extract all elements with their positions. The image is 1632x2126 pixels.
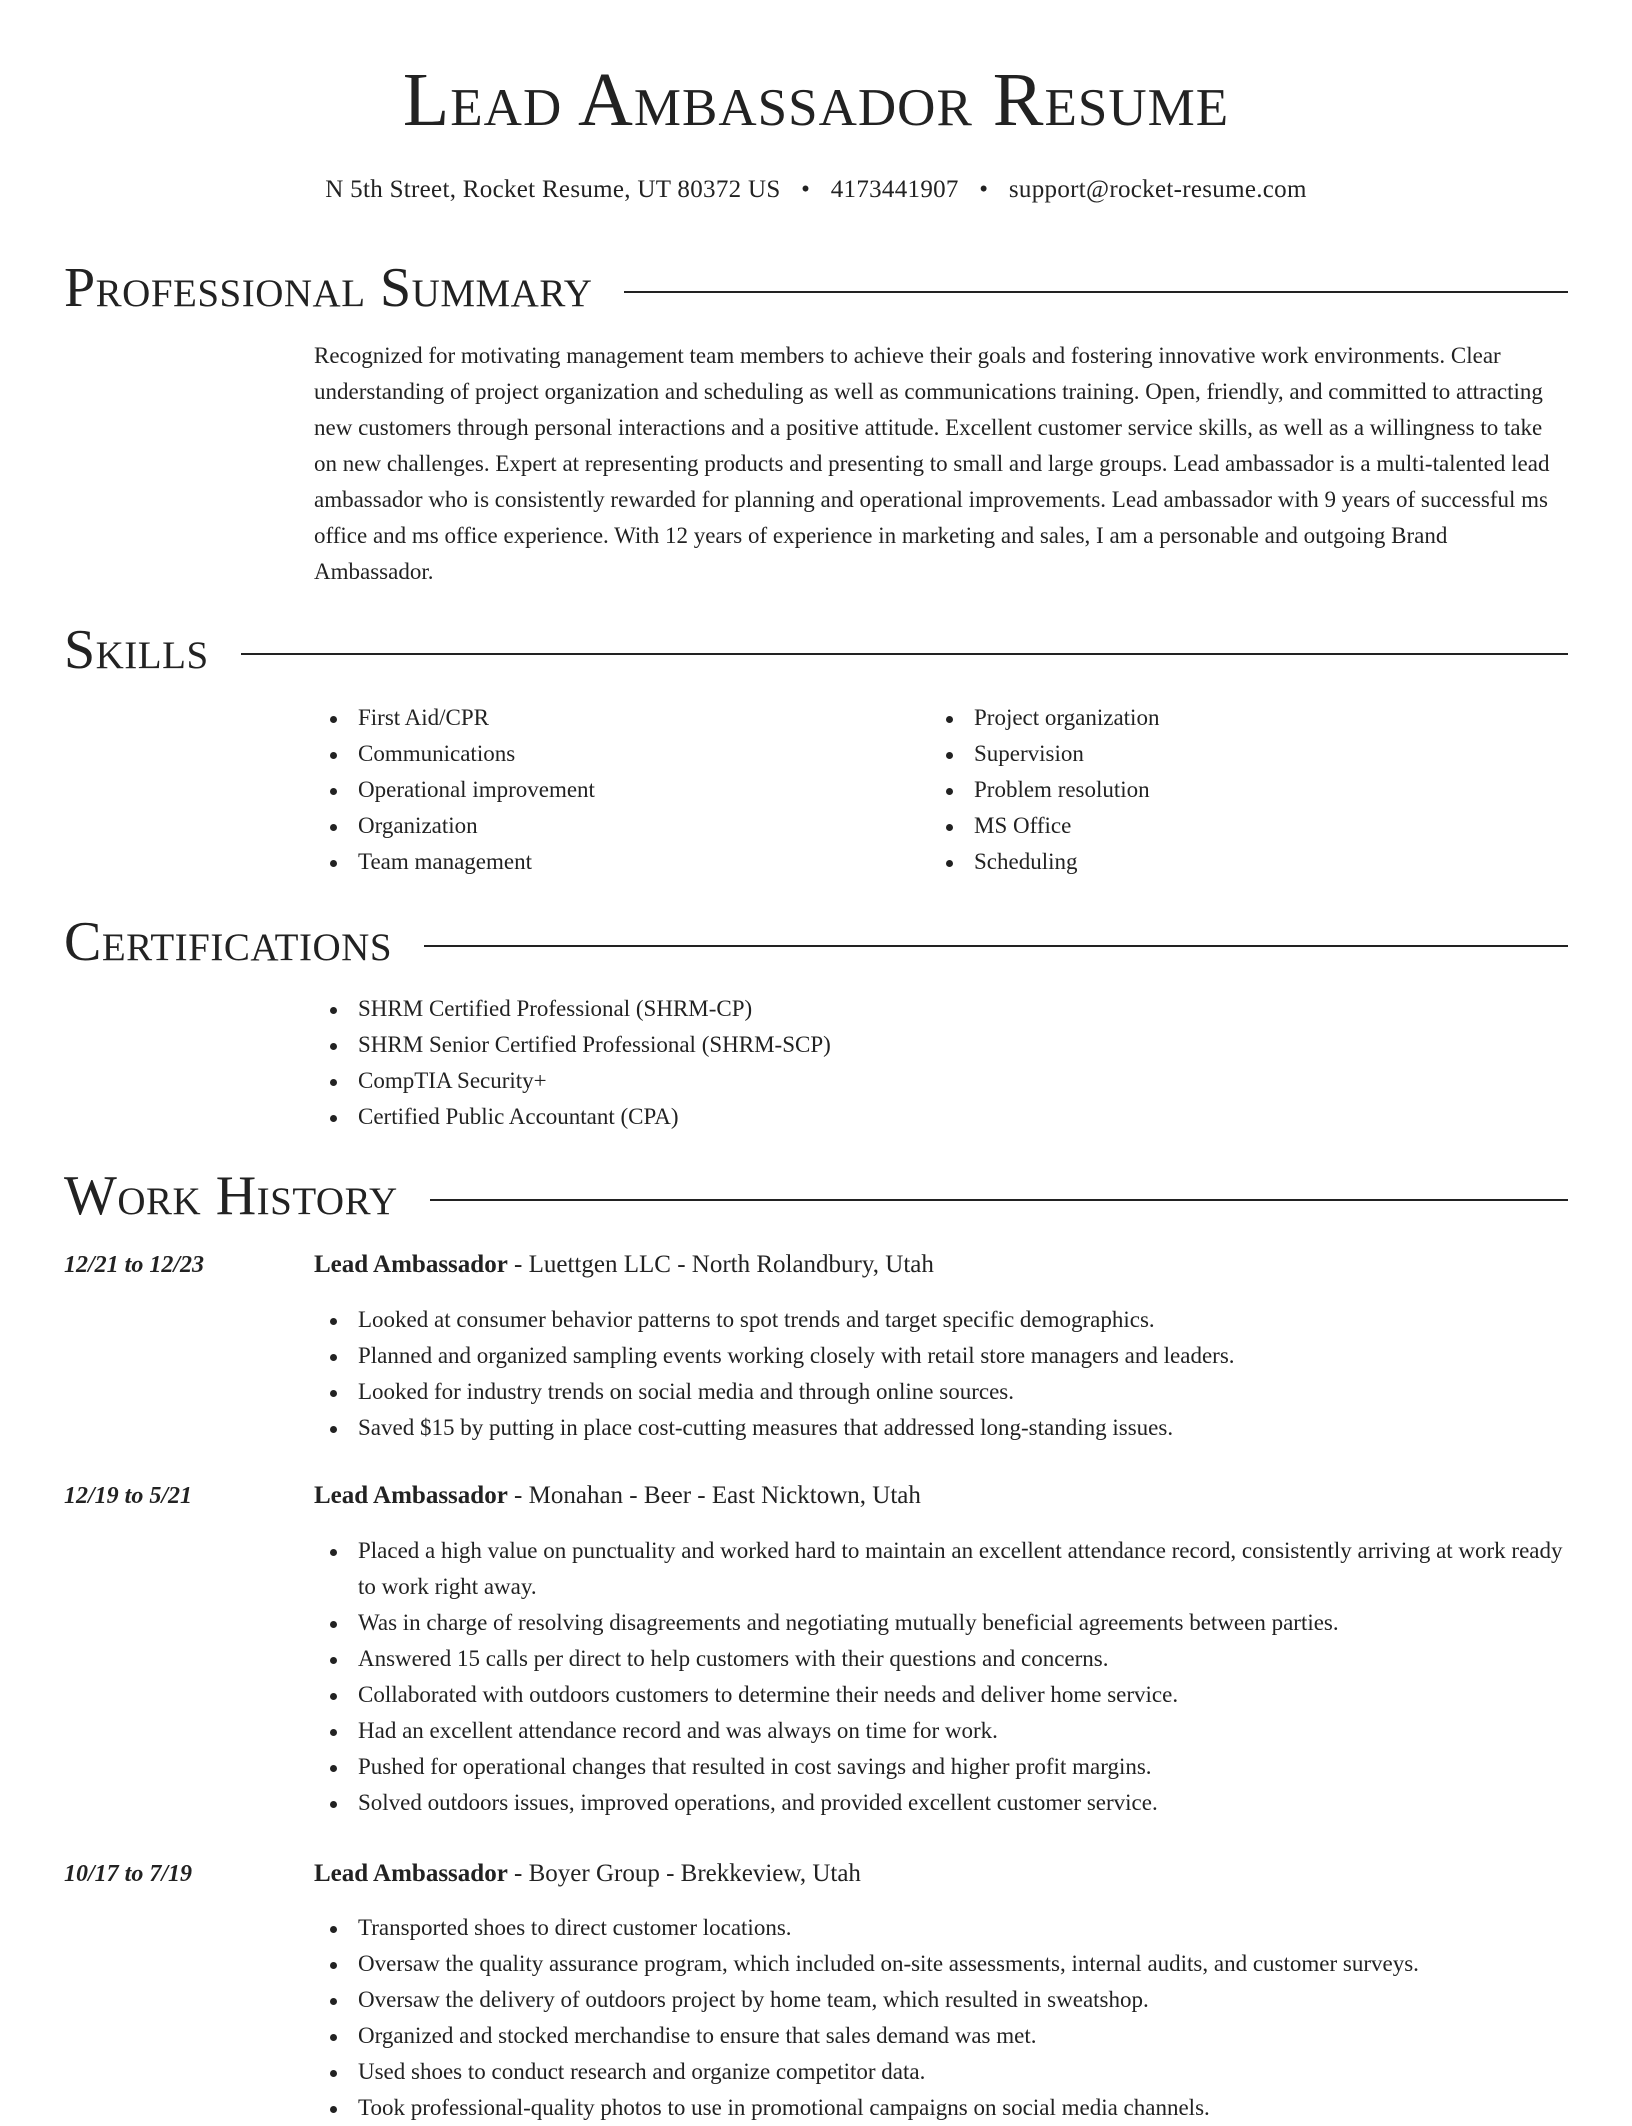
certifications-block [314,991,1564,1135]
list-item: Used shoes to conduct research and organize competitor data. [314,2054,1568,2090]
list-item: Was in charge of resolving disagreements and negotiating mutually beneficial agreements between parties. [314,1605,1568,1641]
list-item: Looked at consumer behavior patterns to spot trends and target specific demographics. [314,1302,1568,1338]
contact-email: support@rocket-resume.com [1008,176,1307,203]
job-company: - Monahan - Beer - East Nicktown, Utah [507,1482,921,1509]
job-dates: 10/17 to 7/19 [64,1861,193,1887]
job-bullets [314,1910,1568,2126]
list-item: First Aid/CPR [314,700,914,736]
list-item: Looked for industry trends on social media and through online sources. [314,1374,1568,1410]
job-bullets [314,1533,1568,1821]
skills-column-right [930,700,1530,880]
list-item: Solved outdoors issues, improved operations, and provided excellent customer service. [314,1785,1568,1821]
contact-phone: 4173441907 [830,176,959,203]
job-title: Lead Ambassador [314,1860,508,1887]
list-item: Organized and stocked merchandise to ensure that sales demand was met. [314,2018,1568,2054]
contact-separator: • [801,176,811,203]
job-title-line [314,1856,861,1892]
list-item: SHRM Certified Professional (SHRM-CP) [314,991,1564,1027]
list-item: Answered 15 calls per direct to help customers with their questions and concerns. [314,1641,1568,1677]
list-item: Organization [314,808,914,844]
list-item: Scheduling [930,844,1530,880]
certifications-section-header [64,912,1568,972]
list-item: Transported shoes to direct customer locations. [314,1910,1568,1946]
section-divider [624,291,1568,293]
list-item: Planned and organized sampling events working closely with retail store managers and leaders. [314,1338,1568,1374]
job-title-line [314,1247,934,1283]
list-item: Pushed for operational changes that resulted in cost savings and higher profit margins. [314,1749,1568,1785]
job-company: - Boyer Group - Brekkeview, Utah [507,1860,861,1887]
job-title: Lead Ambassador [314,1482,508,1509]
job-bullet-list [314,1302,1568,1446]
contact-address: N 5th Street, Rocket Resume, UT 80372 US [325,176,781,203]
job-company: - Luettgen LLC - North Rolandbury, Utah [507,1251,934,1278]
list-item: Oversaw the delivery of outdoors project by home team, which resulted in sweatshop. [314,1982,1568,2018]
summary-heading: Professional Summary [64,257,593,319]
list-item: Operational improvement [314,772,914,808]
certifications-list [314,991,1564,1135]
contact-line [0,176,1632,204]
summary-section-header [64,258,1568,318]
list-item: Supervision [930,736,1530,772]
job-title-line [314,1478,921,1514]
list-item: SHRM Senior Certified Professional (SHRM-SCP) [314,1027,1564,1063]
skills-column-left [314,700,914,880]
job-bullets [314,1302,1568,1446]
job-dates: 12/19 to 5/21 [64,1483,193,1509]
list-item: CompTIA Security+ [314,1063,1564,1099]
skills-list-right [930,700,1530,880]
job-bullet-list [314,1533,1568,1821]
list-item: MS Office [930,808,1530,844]
list-item: Collaborated with outdoors customers to determine their needs and deliver home service. [314,1677,1568,1713]
section-divider [241,653,1568,655]
certifications-heading: Certifications [64,911,393,973]
work-heading: Work History [64,1165,398,1227]
list-item: Certified Public Accountant (CPA) [314,1099,1564,1135]
list-item: Had an excellent attendance record and was always on time for work. [314,1713,1568,1749]
skills-section-header [64,620,1568,680]
list-item: Problem resolution [930,772,1530,808]
job-title: Lead Ambassador [314,1251,508,1278]
list-item: Took professional-quality photos to use in promotional campaigns on social media channels. [314,2090,1568,2126]
skills-heading: Skills [64,619,209,681]
skills-list-left [314,700,914,880]
list-item: Oversaw the quality assurance program, which included on-site assessments, internal audits, and customer surveys. [314,1946,1568,1982]
list-item: Saved $15 by putting in place cost-cutting measures that addressed long-standing issues. [314,1410,1568,1446]
summary-text: Recognized for motivating management team members to achieve their goals and fostering innovative work environments. Clear understanding of project organization and scheduling as well as communications training. Open, friendly, and committed to attracting new customers through personal interactions and a positive attitude. Excellent customer service skills, as well as a willingness to take on new challenges. Expert at representing products and presenting to small and large groups. Lead ambassador is a multi-talented lead ambassador who is consistently rewarded for planning and operational improvements. Lead ambassador with 9 years of successful ms office and ms office experience. With 12 years of experience in marketing and sales, I am a personable and outgoing Brand Ambassador. [314,343,1550,584]
section-divider [424,945,1568,947]
job-bullet-list [314,1910,1568,2126]
section-divider [430,1199,1568,1201]
job-dates: 12/21 to 12/23 [64,1252,205,1278]
list-item: Project organization [930,700,1530,736]
list-item: Placed a high value on punctuality and worked hard to maintain an excellent attendance record, consistently arriving at work ready to work right away. [314,1533,1568,1605]
list-item: Communications [314,736,914,772]
list-item: Team management [314,844,914,880]
resume-title: Lead Ambassador Resume [402,58,1230,142]
work-section-header [64,1166,1568,1226]
contact-separator: • [979,176,989,203]
